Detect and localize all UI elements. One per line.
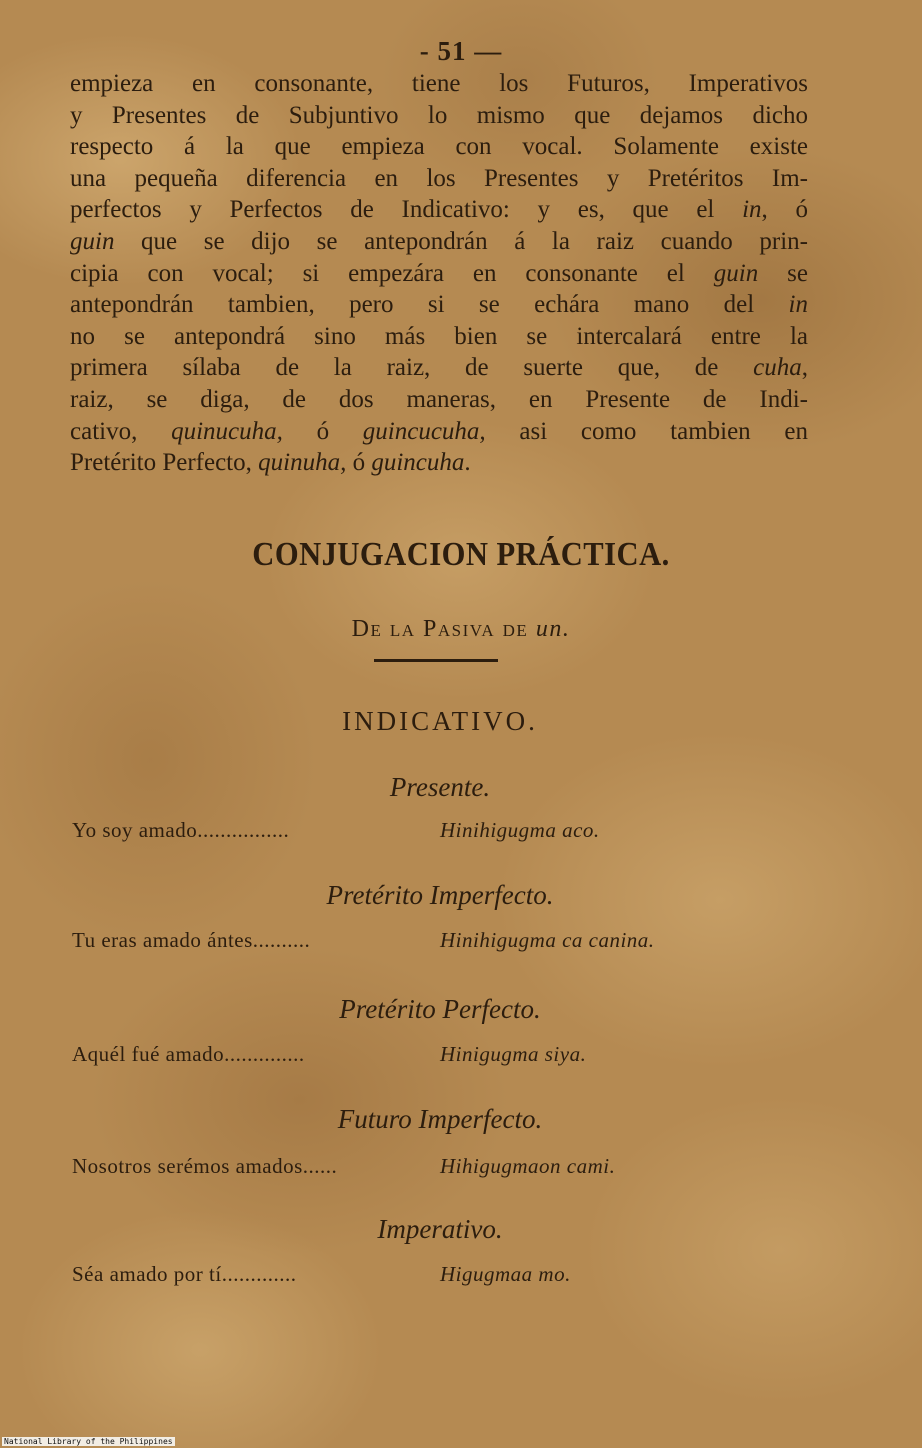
tagalog-phrase: Hinigugma siya. xyxy=(440,1042,587,1066)
conjugation-example xyxy=(72,1262,571,1287)
subtitle-word: un. xyxy=(535,616,571,642)
divider-rule xyxy=(374,659,498,662)
spanish-phrase: Tu eras amado ántes.......... xyxy=(72,928,311,952)
tagalog-phrase: Hihigugmaon cami. xyxy=(440,1154,616,1178)
conjugation-example xyxy=(72,1042,586,1067)
section-title: CONJUGACION PRÁCTICA. xyxy=(252,536,670,573)
text-line: antepondrán tambien, pero si se echára mano del in xyxy=(70,291,808,319)
text-line: Pretérito Perfecto, quinuha, ó guincuha. xyxy=(70,449,471,477)
text-line: empieza en consonante, tiene los Futuros, Imperativos xyxy=(70,70,808,97)
spanish-phrase: Nosotros serémos amados...... xyxy=(72,1154,338,1178)
page-number: - 51 — xyxy=(419,36,503,66)
conjugation-example xyxy=(72,818,600,843)
text-line: primera sílaba de la raiz, de suerte que, de cuha, xyxy=(70,354,808,382)
spanish-phrase: Séa amado por tí............. xyxy=(72,1262,297,1286)
body-paragraph xyxy=(70,68,808,479)
text-line: cipia con vocal; si empezára en consonante el guin se xyxy=(70,259,808,287)
spanish-phrase: Yo soy amado................ xyxy=(72,818,290,842)
tense-heading: Imperativo. xyxy=(377,1214,503,1244)
text-line: y Presentes de Subjuntivo lo mismo que dejamos dicho xyxy=(70,101,808,129)
subtitle xyxy=(0,616,922,643)
text-line: respecto á la que empieza con vocal. Solamente existe xyxy=(70,133,808,161)
library-footer: National Library of the Philippines xyxy=(4,1437,173,1446)
text-line: perfectos y Perfectos de Indicativo: y es, que el in, ó xyxy=(70,196,809,224)
text-line: una pequeña diferencia en los Presentes y Pretéritos Im- xyxy=(70,164,808,192)
tagalog-phrase: Higugmaa mo. xyxy=(440,1262,571,1286)
tense-heading: Futuro Imperfecto. xyxy=(337,1104,543,1134)
text-line: cativo, quinucuha, ó guincucuha, asi como tambien en xyxy=(70,417,808,445)
subtitle-prefix: De la Pasiva de xyxy=(351,616,529,642)
tagalog-phrase: Hinihigugma aco. xyxy=(440,818,600,842)
conjugation-example xyxy=(72,928,655,953)
tense-heading: Pretérito Imperfecto. xyxy=(326,880,554,910)
mood-heading: INDICATIVO. xyxy=(342,706,538,736)
text-line: guin que se dijo se antepondrán á la raiz cuando prin- xyxy=(70,227,808,255)
conjugation-example xyxy=(72,1154,615,1179)
tense-heading: Pretérito Perfecto. xyxy=(339,994,541,1024)
spanish-phrase: Aquél fué amado.............. xyxy=(72,1042,305,1066)
tagalog-phrase: Hinihigugma ca canina. xyxy=(440,928,655,952)
text-line: raiz, se diga, de dos maneras, en Presente de Indi- xyxy=(70,385,808,413)
text-line: no se antepondrá sino más bien se intercalará entre la xyxy=(70,322,808,350)
tense-heading: Presente. xyxy=(389,772,491,802)
